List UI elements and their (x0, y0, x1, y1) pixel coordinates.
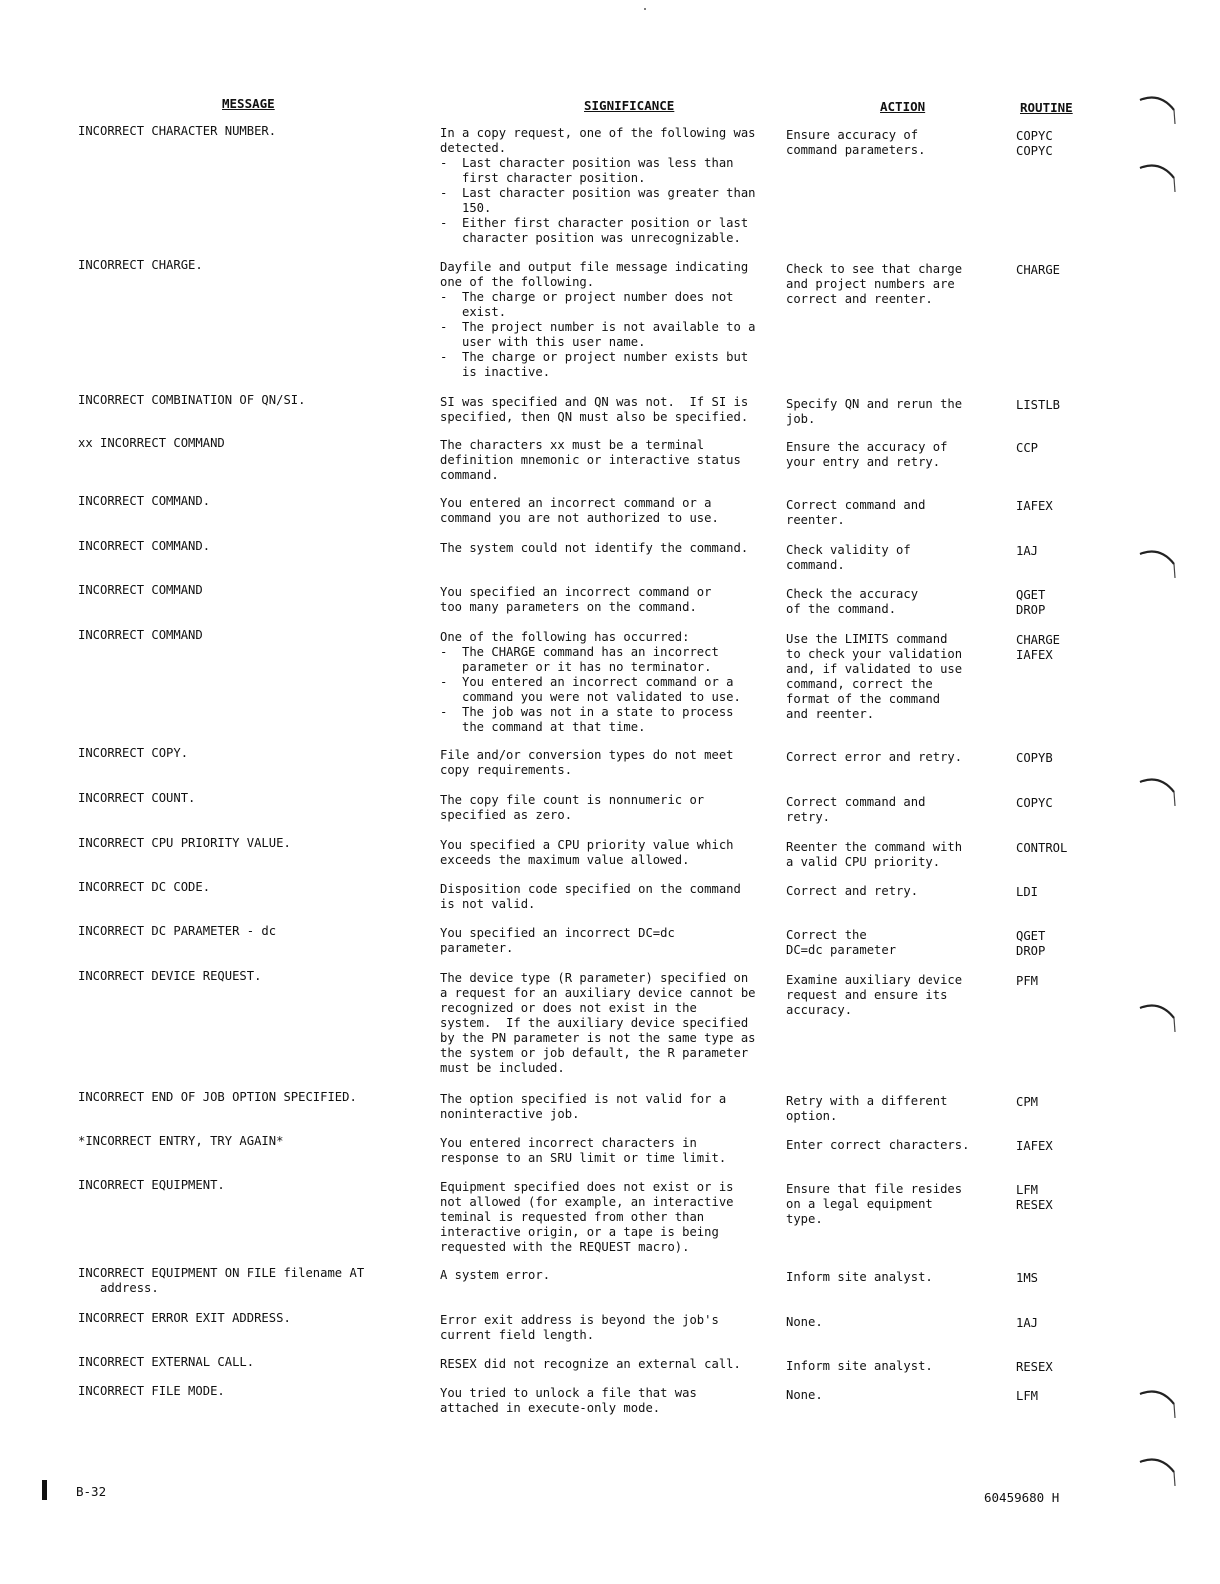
significance-cell (440, 1136, 775, 1166)
routine-cell (1016, 841, 1116, 856)
page-number: B-32 (76, 1484, 107, 1499)
message-cell (78, 924, 418, 939)
cell-line: INCORRECT END OF JOB OPTION SPECIFIED. (78, 1090, 357, 1104)
cell-line: You entered incorrect characters in (440, 1136, 697, 1150)
cell-line: INCORRECT COUNT. (78, 791, 196, 805)
message-cell (78, 880, 418, 895)
cell-line: IAFEX (1016, 499, 1053, 513)
action-cell (786, 928, 1001, 958)
cell-line: correct and reenter. (786, 292, 933, 306)
cell-line: DROP (1016, 944, 1046, 958)
cell-line: You specified a CPU priority value which (440, 838, 734, 852)
cell-line: LDI (1016, 885, 1039, 899)
cell-line: IAFEX (1016, 1139, 1053, 1153)
cell-line: Check to see that charge (786, 262, 963, 276)
cell-line: system. If the auxiliary device specified (440, 1016, 749, 1030)
cell-line: Check validity of (786, 543, 911, 557)
action-cell (786, 440, 1001, 470)
action-cell (786, 397, 1001, 427)
cell-line: noninteractive job. (440, 1107, 580, 1121)
cell-line: a request for an auxiliary device cannot be (440, 986, 756, 1000)
significance-cell (440, 126, 775, 246)
action-cell (786, 543, 1001, 573)
cell-line: INCORRECT EQUIPMENT. (78, 1178, 225, 1192)
message-cell (78, 628, 418, 643)
action-cell (786, 1359, 1001, 1374)
cell-line: Ensure the accuracy of (786, 440, 948, 454)
message-cell (78, 494, 418, 509)
cell-line: You tried to unlock a file that was (440, 1386, 697, 1400)
binder-hole-mark-icon (1138, 1384, 1178, 1422)
cell-line: type. (786, 1212, 823, 1226)
cell-line: LFM (1016, 1183, 1039, 1197)
message-cell (78, 539, 418, 554)
action-cell (786, 128, 1001, 158)
significance-cell (440, 1092, 775, 1122)
cell-line: Enter correct characters. (786, 1138, 970, 1152)
message-cell (78, 258, 418, 273)
binder-hole-mark-icon (1138, 158, 1178, 196)
cell-line: LISTLB (1016, 398, 1061, 412)
binder-hole-mark-icon (1138, 1452, 1178, 1490)
cell-line: definition mnemonic or interactive status (440, 453, 741, 467)
cell-line: command parameters. (786, 143, 926, 157)
routine-cell (1016, 544, 1116, 559)
significance-cell (440, 630, 775, 735)
cell-line: None. (786, 1315, 823, 1329)
cell-line: too many parameters on the command. (440, 600, 697, 614)
cell-line: first character position. (440, 171, 646, 185)
routine-cell (1016, 588, 1116, 618)
cell-line: - The charge or project number exists but (440, 350, 749, 364)
routine-cell (1016, 499, 1116, 514)
significance-cell (440, 585, 775, 615)
routine-cell (1016, 1271, 1116, 1286)
cell-line: Ensure that file resides (786, 1182, 963, 1196)
cell-line: CPM (1016, 1095, 1039, 1109)
message-cell (78, 393, 418, 408)
cell-line: RESEX (1016, 1198, 1053, 1212)
cell-line: attached in execute-only mode. (440, 1401, 661, 1415)
cell-line: - You entered an incorrect command or a (440, 675, 734, 689)
message-cell (78, 1178, 418, 1193)
cell-line: user with this user name. (440, 335, 646, 349)
routine-cell (1016, 1095, 1116, 1110)
cell-line: command you are not authorized to use. (440, 511, 719, 525)
cell-line: request and ensure its (786, 988, 948, 1002)
cell-line: You specified an incorrect command or (440, 585, 712, 599)
significance-cell (440, 1386, 775, 1416)
significance-cell (440, 438, 775, 483)
cell-line: Disposition code specified on the command (440, 882, 741, 896)
cell-line: INCORRECT COMMAND. (78, 494, 211, 508)
cell-line: on a legal equipment (786, 1197, 933, 1211)
cell-line: exist. (440, 305, 507, 319)
document-number: 60459680 H (984, 1490, 1060, 1505)
cell-line: - The job was not in a state to process (440, 705, 734, 719)
action-cell (786, 587, 1001, 617)
cell-line: address. (78, 1281, 159, 1295)
cell-line: COPYC (1016, 796, 1053, 810)
cell-line: CHARGE (1016, 263, 1061, 277)
cell-line: A system error. (440, 1268, 551, 1282)
routine-cell (1016, 263, 1116, 278)
action-cell (786, 1315, 1001, 1330)
action-cell (786, 632, 1001, 722)
message-cell (78, 1134, 418, 1149)
speck (644, 8, 646, 10)
routine-cell (1016, 1316, 1116, 1331)
cell-line: retry. (786, 810, 831, 824)
cell-line: by the PN parameter is not the same type as (440, 1031, 756, 1045)
cell-line: The characters xx must be a terminal (440, 438, 705, 452)
cell-line: character position was unrecognizable. (440, 231, 741, 245)
cell-line: job. (786, 412, 816, 426)
cell-line: 1AJ (1016, 1316, 1039, 1330)
significance-cell (440, 971, 775, 1076)
significance-cell (440, 541, 775, 556)
cell-line: 1MS (1016, 1271, 1039, 1285)
cell-line: copy requirements. (440, 763, 573, 777)
cell-line: INCORRECT FILE MODE. (78, 1384, 225, 1398)
cell-line: - Last character position was less than (440, 156, 734, 170)
cell-line: one of the following. (440, 275, 595, 289)
cell-line: of the command. (786, 602, 897, 616)
binder-hole-mark-icon (1138, 544, 1178, 582)
cell-line: Dayfile and output file message indicating (440, 260, 749, 274)
message-cell (78, 124, 418, 139)
cell-line: - The charge or project number does not (440, 290, 734, 304)
action-cell (786, 840, 1001, 870)
cell-line: DROP (1016, 603, 1046, 617)
cell-line: The system could not identify the command. (440, 541, 749, 555)
cell-line: Error exit address is beyond the job's (440, 1313, 719, 1327)
cell-line: interactive origin, or a tape is being (440, 1225, 719, 1239)
significance-cell (440, 793, 775, 823)
binder-hole-mark-icon (1138, 90, 1178, 128)
routine-cell (1016, 929, 1116, 959)
cell-line: INCORRECT CHARACTER NUMBER. (78, 124, 277, 138)
cell-line: Ensure accuracy of (786, 128, 919, 142)
cell-line: and, if validated to use (786, 662, 963, 676)
cell-line: current field length. (440, 1328, 595, 1342)
header-routine: ROUTINE (1020, 100, 1073, 115)
routine-cell (1016, 751, 1116, 766)
routine-cell (1016, 633, 1116, 663)
significance-cell (440, 748, 775, 778)
cell-line: Use the LIMITS command (786, 632, 948, 646)
cell-line: specified as zero. (440, 808, 573, 822)
cell-line: IAFEX (1016, 648, 1053, 662)
routine-cell (1016, 1360, 1116, 1375)
cell-line: INCORRECT COPY. (78, 746, 189, 760)
cell-line: The option specified is not valid for a (440, 1092, 727, 1106)
action-cell (786, 1138, 1001, 1153)
cell-line: is inactive. (440, 365, 551, 379)
significance-cell (440, 260, 775, 380)
significance-cell (440, 1268, 775, 1283)
action-cell (786, 1182, 1001, 1227)
cell-line: Correct command and (786, 795, 926, 809)
cell-line: INCORRECT COMBINATION OF QN/SI. (78, 393, 306, 407)
cell-line: the system or job default, the R parameter (440, 1046, 749, 1060)
cell-line: INCORRECT DC PARAMETER - dc (78, 924, 277, 938)
cell-line: LFM (1016, 1389, 1039, 1403)
cell-line: INCORRECT EQUIPMENT ON FILE filename AT (78, 1266, 365, 1280)
cell-line: Specify QN and rerun the (786, 397, 963, 411)
significance-cell (440, 1357, 775, 1372)
routine-cell (1016, 796, 1116, 811)
action-cell (786, 1388, 1001, 1403)
action-cell (786, 795, 1001, 825)
cell-line: Correct command and (786, 498, 926, 512)
cell-line: detected. (440, 141, 507, 155)
cell-line: command you were not validated to use. (440, 690, 741, 704)
cell-line: Correct the (786, 928, 867, 942)
cell-line: Reenter the command with (786, 840, 963, 854)
cell-line: - Either first character position or last (440, 216, 749, 230)
cell-line: RESEX did not recognize an external call. (440, 1357, 741, 1371)
cell-line: - The project number is not available to a (440, 320, 756, 334)
action-cell (786, 750, 1001, 765)
routine-cell (1016, 1139, 1116, 1154)
cell-line: Check the accuracy (786, 587, 919, 601)
message-cell (78, 436, 418, 451)
routine-cell (1016, 974, 1116, 989)
header-significance: SIGNIFICANCE (584, 98, 675, 113)
binder-hole-mark-icon (1138, 998, 1178, 1036)
cell-line: DC=dc parameter (786, 943, 897, 957)
cell-line: - The CHARGE command has an incorrect (440, 645, 719, 659)
cell-line: command. (440, 468, 499, 482)
cell-line: PFM (1016, 974, 1039, 988)
cell-line: Examine auxiliary device (786, 973, 963, 987)
cell-line: INCORRECT COMMAND (78, 628, 203, 642)
binder-hole-mark-icon (1138, 772, 1178, 810)
cell-line: response to an SRU limit or time limit. (440, 1151, 727, 1165)
cell-line: and reenter. (786, 707, 875, 721)
significance-cell (440, 1313, 775, 1343)
cell-line: 1AJ (1016, 544, 1039, 558)
cell-line: Correct and retry. (786, 884, 919, 898)
action-cell (786, 884, 1001, 899)
cell-line: QGET (1016, 929, 1046, 943)
cell-line: parameter. (440, 941, 514, 955)
cell-line: You specified an incorrect DC=dc (440, 926, 675, 940)
routine-cell (1016, 398, 1116, 413)
cell-line: not allowed (for example, an interactive (440, 1195, 734, 1209)
significance-cell (440, 926, 775, 956)
cell-line: QGET (1016, 588, 1046, 602)
cell-line: format of the command (786, 692, 941, 706)
cell-line: Correct error and retry. (786, 750, 963, 764)
cell-line: accuracy. (786, 1003, 853, 1017)
cell-line: *INCORRECT ENTRY, TRY AGAIN* (78, 1134, 284, 1148)
action-cell (786, 262, 1001, 307)
routine-cell (1016, 885, 1116, 900)
cell-line: teminal is requested from other than (440, 1210, 705, 1224)
cell-line: INCORRECT CPU PRIORITY VALUE. (78, 836, 291, 850)
message-cell (78, 1384, 418, 1399)
cell-line: COPYB (1016, 751, 1053, 765)
significance-cell (440, 395, 775, 425)
cell-line: command. (786, 558, 845, 572)
message-cell (78, 1311, 418, 1326)
cell-line: COPYC (1016, 129, 1053, 143)
cell-line: INCORRECT COMMAND. (78, 539, 211, 553)
cell-line: requested with the REQUEST macro). (440, 1240, 690, 1254)
cell-line: to check your validation (786, 647, 963, 661)
cell-line: reenter. (786, 513, 845, 527)
cell-line: INCORRECT DC CODE. (78, 880, 211, 894)
significance-cell (440, 838, 775, 868)
cell-line: File and/or conversion types do not meet (440, 748, 734, 762)
significance-cell (440, 1180, 775, 1255)
cell-line: The device type (R parameter) specified on (440, 971, 749, 985)
message-cell (78, 969, 418, 984)
message-cell (78, 1355, 418, 1370)
action-cell (786, 973, 1001, 1018)
cell-line: RESEX (1016, 1360, 1053, 1374)
cell-line: Retry with a different (786, 1094, 948, 1108)
routine-cell (1016, 129, 1116, 159)
cell-line: xx INCORRECT COMMAND (78, 436, 225, 450)
cell-line: COPYC (1016, 144, 1053, 158)
cell-line: INCORRECT CHARGE. (78, 258, 203, 272)
cell-line: One of the following has occurred: (440, 630, 690, 644)
header-action: ACTION (880, 99, 926, 114)
cell-line: specified, then QN must also be specified. (440, 410, 749, 424)
cell-line: command, correct the (786, 677, 933, 691)
message-cell (78, 836, 418, 851)
action-cell (786, 498, 1001, 528)
message-cell (78, 1266, 418, 1296)
cell-line: your entry and retry. (786, 455, 941, 469)
change-bar (42, 1480, 47, 1500)
cell-line: the command at that time. (440, 720, 646, 734)
cell-line: is not valid. (440, 897, 536, 911)
message-cell (78, 1090, 418, 1105)
significance-cell (440, 496, 775, 526)
cell-line: CHARGE (1016, 633, 1061, 647)
message-cell (78, 746, 418, 761)
message-cell (78, 583, 418, 598)
routine-cell (1016, 1389, 1116, 1404)
cell-line: and project numbers are (786, 277, 955, 291)
routine-cell (1016, 1183, 1116, 1213)
cell-line: INCORRECT DEVICE REQUEST. (78, 969, 262, 983)
cell-line: INCORRECT EXTERNAL CALL. (78, 1355, 255, 1369)
cell-line: You entered an incorrect command or a (440, 496, 712, 510)
cell-line: INCORRECT COMMAND (78, 583, 203, 597)
action-cell (786, 1094, 1001, 1124)
cell-line: CCP (1016, 441, 1039, 455)
action-cell (786, 1270, 1001, 1285)
header-message: MESSAGE (222, 96, 275, 111)
cell-line: CONTROL (1016, 841, 1068, 855)
cell-line: Inform site analyst. (786, 1359, 933, 1373)
cell-line: exceeds the maximum value allowed. (440, 853, 690, 867)
cell-line: recognized or does not exist in the (440, 1001, 697, 1015)
cell-line: None. (786, 1388, 823, 1402)
cell-line: option. (786, 1109, 838, 1123)
cell-line: Equipment specified does not exist or is (440, 1180, 734, 1194)
cell-line: parameter or it has no terminator. (440, 660, 712, 674)
cell-line: must be included. (440, 1061, 565, 1075)
message-cell (78, 791, 418, 806)
cell-line: In a copy request, one of the following was (440, 126, 756, 140)
significance-cell (440, 882, 775, 912)
routine-cell (1016, 441, 1116, 456)
cell-line: SI was specified and QN was not. If SI is (440, 395, 749, 409)
cell-line: 150. (440, 201, 492, 215)
cell-line: Inform site analyst. (786, 1270, 933, 1284)
cell-line: - Last character position was greater than (440, 186, 756, 200)
cell-line: INCORRECT ERROR EXIT ADDRESS. (78, 1311, 291, 1325)
cell-line: The copy file count is nonnumeric or (440, 793, 705, 807)
cell-line: a valid CPU priority. (786, 855, 941, 869)
